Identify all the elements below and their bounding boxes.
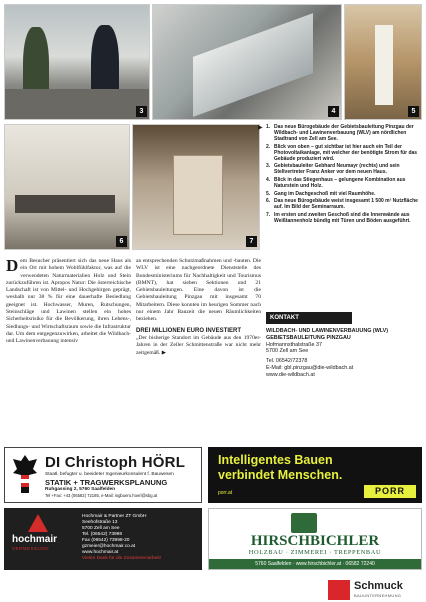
contact-city: 5700 Zell am See [266, 348, 309, 355]
caption-item: 2. Blick von oben – gut sichtbar ist hier auch ein Teil der Photovoltaikanlage, mit welcher der benötigte Strom für das Gebäude produziert wird. [266, 143, 418, 162]
photo-number: 5 [408, 106, 419, 117]
article-text: an entsprechenden Schutzmaßnahmen und -bauten. Die WLV ist eine nachgeordnete Dienststelle des Bundesministeriums für Nachhaltigkeit und Tourismus (BMNT), hat sieben Sektionen und 21 Gebietsbauleitungen. Eine davon ist die Gebietsbauleitung Pinzgau mit insgesamt 70 Mitarbeitern. Diese konnten im heurigen Sommer nach nur einem Jahr Bauzeit die neuen Räumlichkeiten beziehen. [136, 258, 261, 323]
contact-phone: Tel. 06542/72378 [266, 358, 308, 365]
ad-hoerl [4, 447, 202, 503]
ad-porr-headline: Intelligentes Bauen [218, 453, 333, 467]
contact-org: WILDBACH- UND LAWINENVERBAUUNG (WLV) GEBIETSBAULEITUNG PINZGAU [266, 328, 389, 341]
ad-hoerl-line: Ruhgassing 2, 5760 Saalfelden [45, 487, 116, 492]
caption-item: 1. Das neue Bürogebäude der Gebietsbauleitung Pinzgau der Wildbach- und Lawinenverbauung (WLV) am nördlichen Stadtrand von Zell am See. [266, 124, 414, 143]
article-column-1 [6, 258, 131, 346]
caption-item: 7. Im ersten und zweiten Geschoß sind die Innenwände aus Weißtannenholz bündig mit Türen und Böden ausgeführt. [266, 211, 411, 224]
hochmair-logo [4, 508, 78, 570]
ad-hoerl-line: Tel +Fax: +43 (06582) 72185, e-Mail: ingbuero.hoerl@sbg.at [45, 493, 158, 498]
corridor-window [375, 25, 393, 105]
eagle-crest-icon [11, 453, 39, 497]
schmuck-mark-icon [328, 580, 350, 600]
ad-hoerl-line: STATIK + TRAGWERKSPLANUNG [45, 478, 168, 487]
contact-email: E-Mail: gbl.pinzgau@die-wildbach.at [266, 364, 354, 371]
photo-wooden-interior [132, 124, 260, 250]
contact-box [266, 328, 422, 379]
contact-street: Hofmannsthalstraße 37 [266, 341, 323, 348]
ad-hirschbichler-sub: HOLZBAU · ZIMMEREI · TREPPENBAU [248, 549, 382, 556]
porr-logo: PORR [364, 485, 416, 498]
ad-hochmair-text: Hochmair & Partner ZT GmbH Seehofstraße 13 5700 Zell am See Tel. (06542) 73998 Fax (06542) 73998-20 gzmeier@hochmair.co.at www.hochmair.at Vielen Dank für die Zusammenarbeit! [82, 514, 162, 561]
wood-door [173, 155, 223, 235]
photo-managers-in-front-of-building [4, 4, 150, 120]
glass-railing [193, 13, 313, 117]
ad-hoerl-line: Staatl. befugter u. beeideter Ingenieurkonsulent f. Bauwesen [45, 472, 174, 477]
photo-seminar-room [4, 124, 130, 250]
photo-number: 7 [246, 236, 257, 247]
hirschbichler-crest-icon [291, 513, 317, 533]
conference-table [15, 195, 115, 213]
ad-porr-headline: verbindet Menschen. [218, 468, 343, 482]
photo-captions [258, 124, 422, 225]
article-column-2 [136, 258, 261, 357]
hochmair-brand: hochmair [12, 534, 58, 545]
drop-cap: D [6, 256, 19, 275]
article-subheading: DREI MILLIONEN EURO INVESTIERT [136, 327, 242, 334]
schmuck-brand: Schmuck [354, 580, 403, 592]
hochmair-mark-icon [28, 514, 48, 532]
article-text: „Der bisherige Standort im Gebäude aus den 1970er-Jahren in der Zeller Schmittenstraße war nicht mehr zeitgemäß. ▶ [136, 334, 261, 356]
caption-item: 5. Gang im Dachgeschoß mit viel Raumhöhe. [266, 190, 376, 197]
hochmair-brand-sub: VERMESSUNG [12, 546, 50, 551]
schmuck-logo [328, 580, 420, 600]
ad-hirschbichler [208, 508, 422, 570]
ad-hoerl-name: DI Christoph HÖRL [45, 454, 186, 471]
schmuck-brand-sub: BAUUNTERNEHMUNG [354, 593, 402, 598]
photo-number: 6 [116, 236, 127, 247]
caption-item: 6. Das neue Bürogebäude weist insgesamt 1 500 m² Nutzfläche auf. Im Bild der Seminarraum. [266, 197, 418, 211]
photo-staircase [152, 4, 342, 120]
caption-item: 3. Gebietsbauleiter Gebhard Neumayr (rechts) und sein Stellvertreter Franz Anker vor dem neuen Haus. [266, 163, 400, 176]
contact-heading: KONTAKT [266, 312, 352, 324]
ad-hirschbichler-name: HIRSCHBICHLER [250, 533, 380, 549]
page-footer [0, 578, 426, 602]
rock-ground [5, 89, 149, 119]
caption-arrow-icon: ▶ [258, 125, 263, 131]
contact-web: www.die-wildbach.at [266, 371, 315, 378]
photo-number: 3 [136, 106, 147, 117]
photo-attic-corridor [344, 4, 422, 120]
article-text: em Besucher präsentiert sich das neue Haus als ein Ort mit hohem Wohlfühlfaktor, was auf die verwendeten Naturmaterialien Holz und Stein zurückzuführen ist. Apropos Natur: Die österreichische Landschaft ist von Mittel- und Hochgebirgen geprägt, weshalb nur 38 % für eine dauerhafte Besiedlung geeignet ist. Hochwasser, Muren, Rutschungen, Steinschläge und Lawinen stellen ein hohes Sicherheitsrisiko für die Bevölkerung, ihren Lebens-, Siedlungs- und Wirtschaftsraum sowie die Infrastruktur dar. Um dem entgegenzuwirken, arbeitet die Wildbach- und Lawinenverbauung intensiv [6, 258, 131, 345]
photo-number: 4 [328, 106, 339, 117]
caption-item: 4. Blick in das Stiegenhaus – gelungene Kombination aus Naturstein und Holz. [266, 176, 406, 190]
ad-porr [208, 447, 422, 503]
ad-hochmair [4, 508, 202, 570]
ad-hirschbichler-footer: 5760 Saalfelden · www.hirschbichler.at · 06582 72240 [209, 559, 421, 569]
ad-porr-web: porr.at [218, 490, 233, 496]
